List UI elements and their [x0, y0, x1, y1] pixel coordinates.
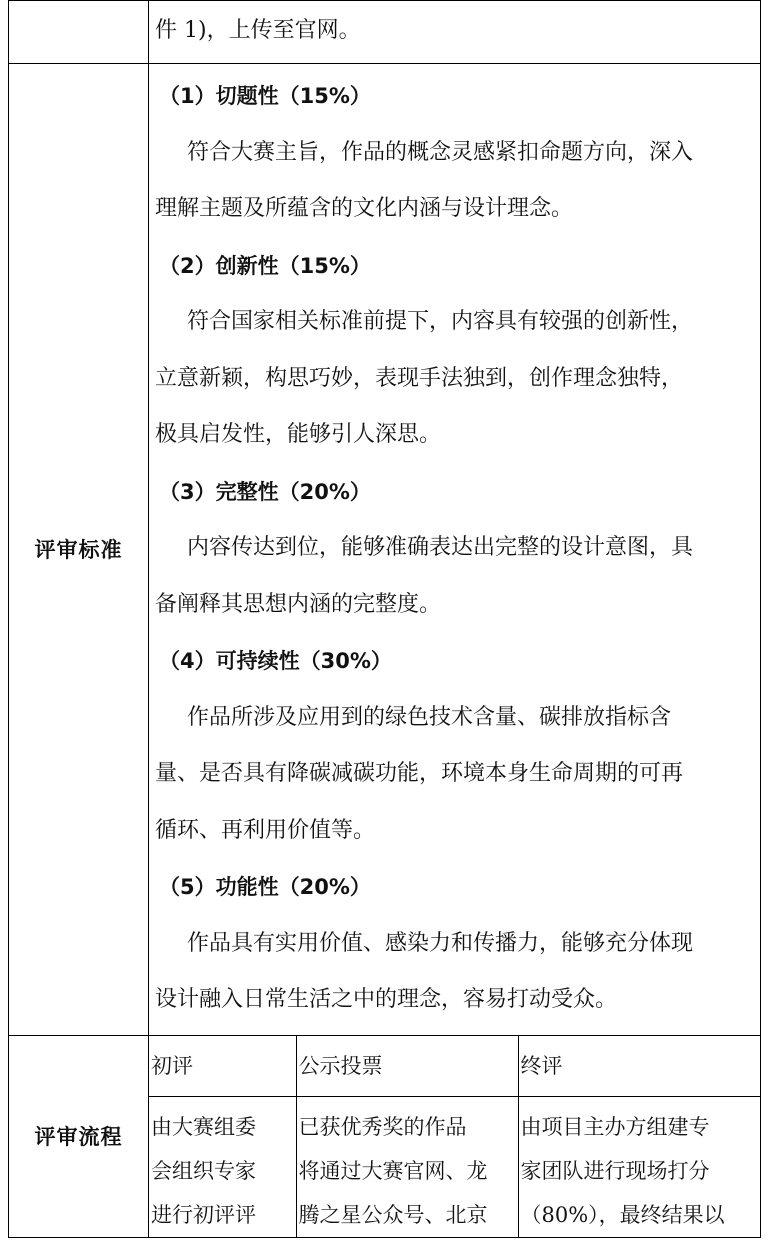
process-label: 评审流程: [9, 1035, 149, 1237]
criterion-heading-sustainability: （4）可持续性（30%）: [159, 649, 392, 673]
criteria-label: 评审标准: [9, 64, 149, 1036]
process-body-row: [149, 1096, 761, 1237]
process-text-line: （80%），最终结果以: [520, 1202, 725, 1227]
process-header-initial: [149, 1036, 296, 1097]
criterion-heading-innovation: （2）创新性（15%）: [159, 253, 371, 278]
process-body-final: [518, 1096, 761, 1237]
criterion-text-line: 极具启发性，能够引人深思。: [155, 422, 442, 447]
process-body-vote: [296, 1096, 518, 1237]
process-text-line: 家团队进行现场打分: [520, 1158, 710, 1183]
criterion-text-line: 循环、再利用价值等。: [155, 817, 376, 843]
process-header-text: 终评: [520, 1053, 563, 1078]
process-body-initial: [149, 1096, 296, 1237]
criterion-text-line: 理解主题及所蕴含的文化内涵与设计理念。: [155, 196, 574, 221]
criterion-text-line: 符合大赛主旨，作品的概念灵感紧扣命题方向，深入: [187, 139, 694, 165]
process-text-line: 将通过大赛官网、龙: [298, 1158, 488, 1183]
criterion-heading-relevance: （1）切题性（15%）: [159, 84, 371, 108]
upload-row-label-cell: [9, 1, 149, 64]
criterion-text-line: 立意新颖，构思巧妙，表现手法独到，创作理念独特，: [155, 365, 684, 391]
process-header-row: [149, 1036, 761, 1097]
process-header-text: 初评: [151, 1053, 193, 1078]
criterion-heading-functionality: （5）功能性（20%）: [159, 875, 371, 899]
process-header-final: [518, 1036, 761, 1097]
criterion-text-line: 内容传达到位，能够准确表达出完整的设计意图，具: [187, 535, 694, 560]
evaluation-table: [8, 0, 761, 1238]
criterion-text-line: 符合国家相关标准前提下，内容具有较强的创新性，: [187, 309, 694, 334]
upload-note: 件 1)，上传至官网。: [155, 18, 361, 43]
process-text-line: 由项目主办方组建专: [520, 1114, 710, 1139]
criterion-text-line: 备阐释其思想内涵的完整度。: [155, 591, 442, 617]
process-text-line: 进行初评评: [151, 1202, 256, 1227]
upload-row: [9, 1, 761, 64]
process-row: [9, 1035, 761, 1237]
criterion-text-line: 作品所涉及应用到的绿色技术含量、碳排放指标含: [187, 704, 672, 730]
criterion-text-line: 作品具有实用价值、感染力和传播力，能够充分体现: [187, 930, 694, 956]
process-content: [149, 1035, 761, 1237]
criteria-content: [149, 64, 761, 1036]
criterion-text-line: 量、是否具有降碳减碳功能，环境本身生命周期的可再: [155, 761, 684, 786]
process-text-line: 会组织专家: [151, 1158, 256, 1183]
criteria-row: [9, 64, 761, 1036]
process-header-vote: [296, 1036, 518, 1097]
criterion-text-line: 设计融入日常生活之中的理念，容易打动受众。: [155, 987, 618, 1012]
process-header-text: 公示投票: [298, 1053, 383, 1078]
criterion-heading-completeness: （3）完整性（20%）: [159, 479, 371, 504]
process-text-line: 由大赛组委: [151, 1114, 256, 1139]
process-table: [149, 1036, 761, 1237]
process-text-line: 腾之星公众号、北京: [298, 1202, 488, 1227]
process-text-line: 已获优秀奖的作品: [298, 1114, 467, 1139]
upload-row-content-cell: [149, 1, 761, 64]
